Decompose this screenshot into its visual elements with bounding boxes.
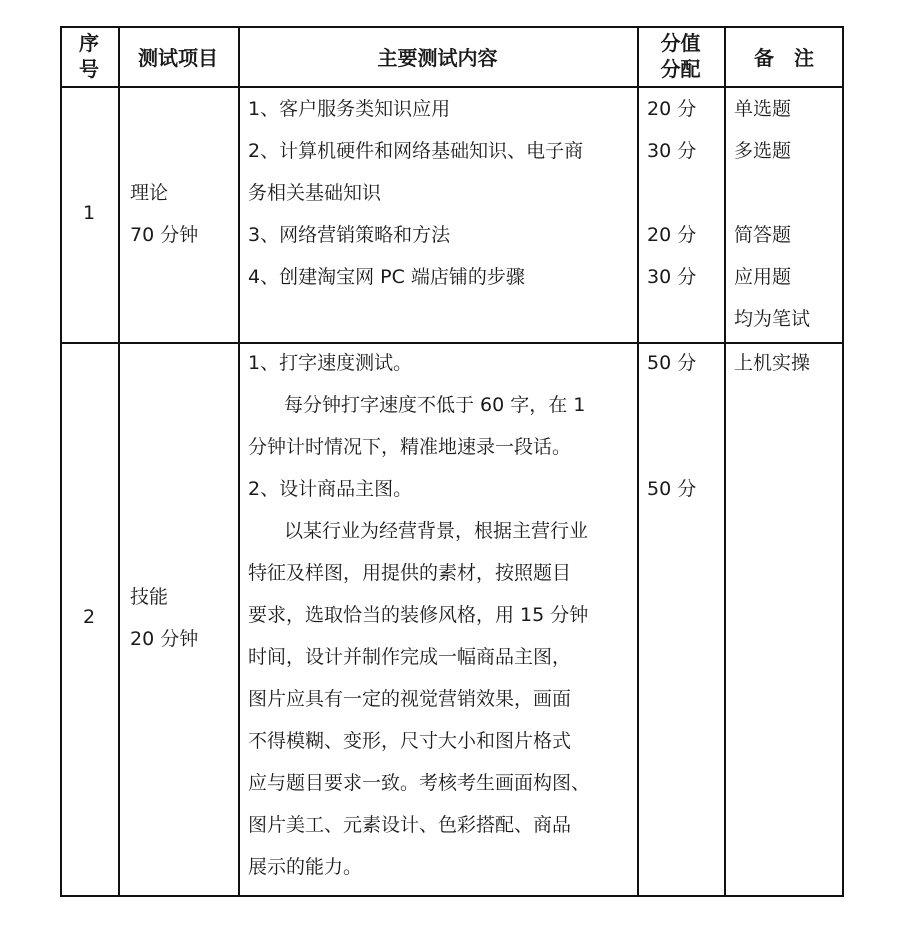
content-line: 以某行业为经营背景，根据主营行业 [284, 520, 589, 542]
row2-item-duration: 20 分钟 [130, 628, 199, 650]
content-line: 要求，选取恰当的装修风格，用 15 分钟 [248, 604, 589, 626]
score-value: 30 分 [647, 140, 697, 162]
content-line: 3、网络营销策略和方法 [248, 224, 451, 246]
header-score-top: 分值 [660, 31, 701, 55]
content-line: 2、计算机硬件和网络基础知识、电子商 [248, 140, 584, 162]
row2-scores [647, 342, 723, 510]
content-line: 分钟计时情况下，精准地速录一段话。 [248, 436, 572, 458]
content-line: 展示的能力。 [248, 856, 363, 878]
content-line: 特征及样图，用提供的素材，按照题目 [248, 562, 572, 584]
header-score [637, 26, 724, 86]
row2-remarks [734, 342, 842, 384]
header-seq-bottom: 号 [79, 57, 99, 81]
score-value: 20 分 [647, 98, 697, 120]
header-score-bottom: 分配 [660, 57, 701, 81]
header-item: 测试项目 [138, 45, 218, 70]
header-seq-top: 序 [79, 31, 99, 55]
row1-item-name: 理论 [130, 182, 169, 204]
remark-value: 均为笔试 [734, 308, 811, 330]
content-line: 图片美工、元素设计、色彩搭配、商品 [248, 814, 572, 836]
content-line: 时间，设计并制作完成一幅商品主图， [248, 646, 572, 668]
row2-seq: 2 [82, 606, 96, 628]
content-line: 图片应具有一定的视觉营销效果，画面 [248, 688, 572, 710]
col-divider [118, 26, 120, 897]
row1-item-duration: 70 分钟 [130, 224, 199, 246]
row2-content [248, 342, 634, 888]
remark-value: 单选题 [734, 98, 792, 120]
content-line: 务相关基础知识 [248, 182, 382, 204]
content-line: 1、打字速度测试。 [248, 352, 413, 374]
score-value: 50 分 [647, 352, 697, 374]
score-value: 20 分 [647, 224, 697, 246]
header-remark: 备 注 [754, 45, 814, 70]
col-divider [724, 26, 726, 897]
row1-seq: 1 [82, 202, 96, 224]
col-divider [637, 26, 639, 897]
content-line: 1、客户服务类知识应用 [248, 98, 451, 120]
content-line: 4、创建淘宝网 PC 端店铺的步骤 [248, 266, 525, 288]
exam-table [60, 26, 844, 897]
content-line: 2、设计商品主图。 [248, 478, 413, 500]
remark-value: 应用题 [734, 266, 792, 288]
content-line: 每分钟打字速度不低于 60 字，在 1 [284, 394, 586, 416]
remark-value: 简答题 [734, 224, 792, 246]
row2-item [130, 576, 238, 660]
remark-value: 多选题 [734, 140, 792, 162]
row1-remarks [734, 88, 842, 340]
col-divider [238, 26, 240, 897]
content-line: 不得模糊、变形，尺寸大小和图片格式 [248, 730, 572, 752]
row1-item [130, 172, 238, 256]
row2-item-name: 技能 [130, 586, 169, 608]
header-seq [60, 26, 118, 86]
row1-scores [647, 88, 723, 298]
remark-value: 上机实操 [734, 352, 811, 374]
row1-content [248, 88, 634, 298]
header-content: 主要测试内容 [377, 45, 498, 70]
score-value: 30 分 [647, 266, 697, 288]
content-line: 应与题目要求一致。考核考生画面构图、 [248, 772, 591, 794]
score-value: 50 分 [647, 478, 697, 500]
